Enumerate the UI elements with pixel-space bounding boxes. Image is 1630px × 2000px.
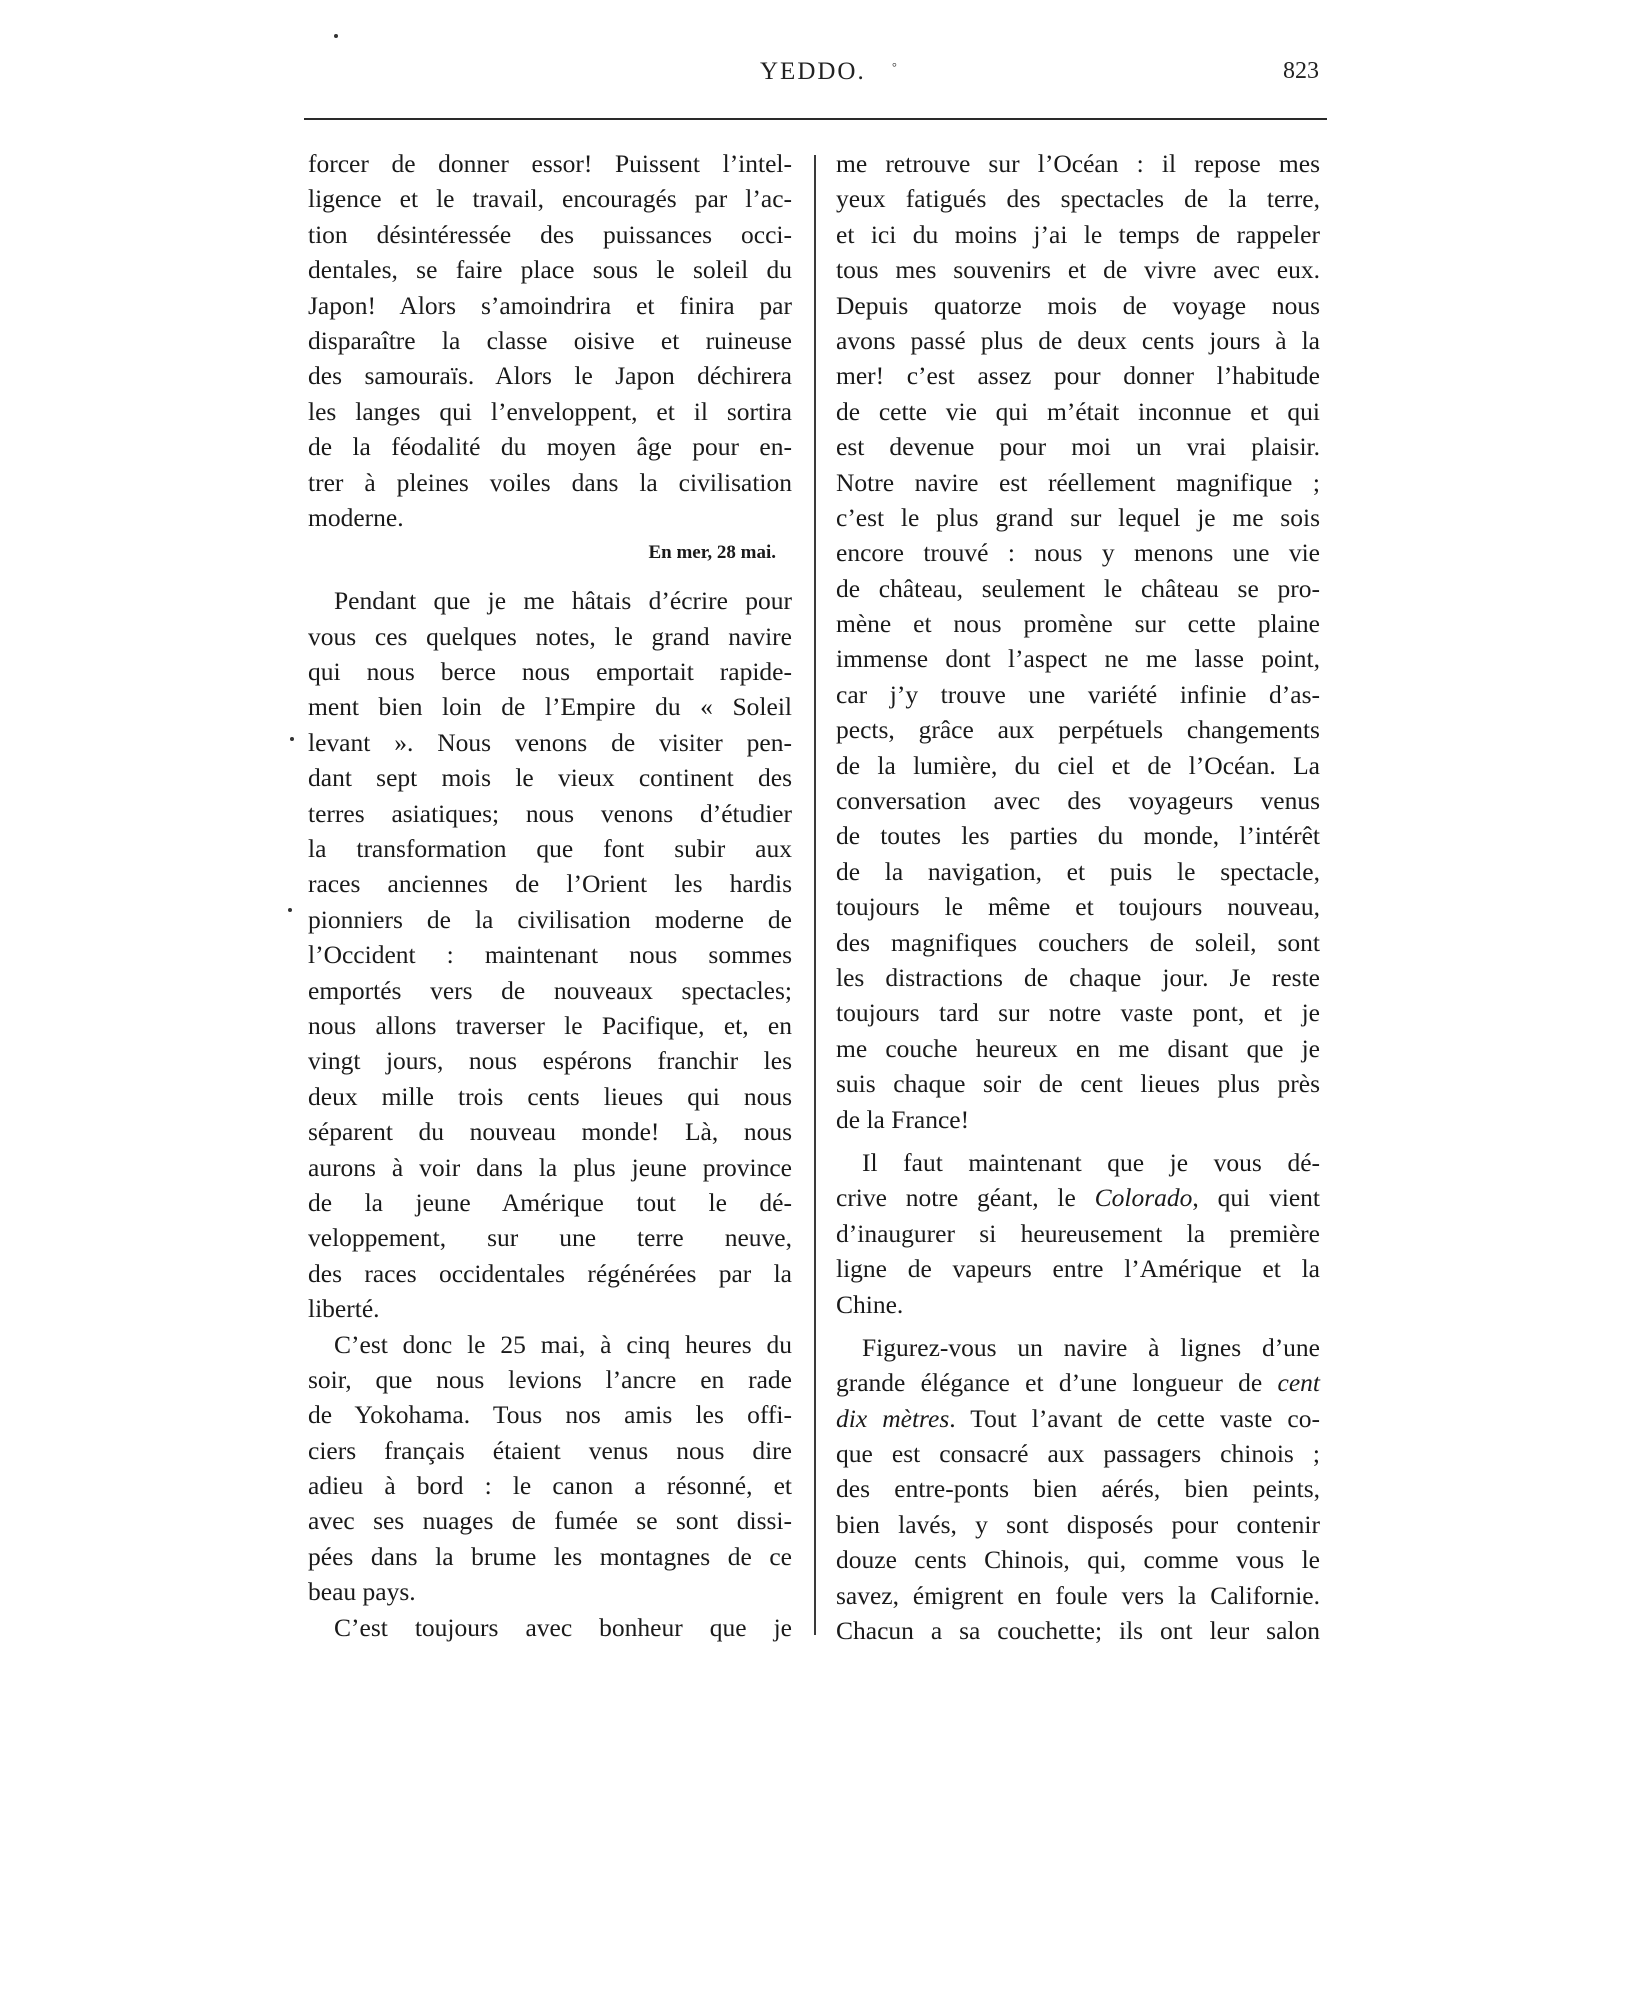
text-line: liberté. — [308, 1294, 380, 1324]
text-line: ligence et le travail, encouragés par l’ac- — [308, 184, 792, 214]
header-ornament: ° — [892, 60, 897, 74]
text-line: me couche heureux en me disant que je — [836, 1033, 1320, 1063]
text-line: Figurez-vous un navire à lignes d’une — [862, 1332, 1320, 1362]
text-line: Chacun a sa couchette; ils ont leur salon — [836, 1616, 1320, 1646]
text-line: terres asiatiques; nous venons d’étudier — [308, 798, 792, 828]
text-line: d’inaugurer si heureusement la première — [836, 1218, 1320, 1248]
text-line: vingt jours, nous espérons franchir les — [308, 1046, 792, 1076]
right-column — [836, 146, 1320, 1648]
text-line: C’est donc le 25 mai, à cinq heures du — [334, 1329, 792, 1359]
text-line: des entre-ponts bien aérés, bien peints, — [836, 1474, 1320, 1504]
text-line: de Yokohama. Tous nos amis les offi- — [308, 1400, 792, 1430]
text-line: des magnifiques couchers de soleil, sont — [836, 927, 1320, 957]
italic-run: dix mètres — [836, 1403, 950, 1433]
text-line: trer à pleines voiles dans la civilisation — [308, 467, 792, 497]
text-line: est devenue pour moi un vrai plaisir. — [836, 432, 1320, 462]
text-line — [836, 1365, 1320, 1400]
text-run: . Tout l’avant de cette vaste co- — [949, 1403, 1320, 1433]
text-line: les distractions de chaque jour. Je reste — [836, 962, 1320, 992]
text-line: séparent du nouveau monde! Là, nous — [308, 1117, 792, 1147]
text-line: immense dont l’aspect ne me lasse point, — [836, 644, 1320, 674]
text-line: Il faut maintenant que je vous dé- — [862, 1147, 1320, 1177]
scan-speck — [288, 908, 292, 912]
text-line: avons passé plus de deux cents jours à la — [836, 325, 1320, 355]
italic-run: cent — [1277, 1368, 1320, 1398]
text-line: emportés vers de nouveaux spectacles; — [308, 975, 792, 1005]
text-line: car j’y trouve une variété infinie d’as- — [836, 679, 1320, 709]
text-line: pées dans la brume les montagnes de ce — [308, 1541, 792, 1571]
text-line: Chine. — [836, 1289, 904, 1319]
text-line: ment bien loin de l’Empire du « Soleil — [308, 692, 792, 722]
running-title: YEDDO. — [760, 58, 866, 85]
text-line: l’Occident : maintenant nous sommes — [308, 940, 792, 970]
text-line: de toutes les parties du monde, l’intérêt — [836, 821, 1320, 851]
text-line: conversation avec des voyageurs venus — [836, 786, 1320, 816]
text-line: les langes qui l’enveloppent, et il sortira — [308, 396, 792, 426]
scan-speck — [334, 34, 338, 38]
text-line: que est consacré aux passagers chinois ; — [836, 1439, 1320, 1469]
text-line: veloppement, sur une terre neuve, — [308, 1223, 792, 1253]
text-line: yeux fatigués des spectacles de la terre, — [836, 184, 1320, 214]
text-line: disparaître la classe oisive et ruineuse — [308, 325, 792, 355]
text-line: Depuis quatorze mois de voyage nous — [836, 290, 1320, 320]
text-line: aurons à voir dans la plus jeune province — [308, 1152, 792, 1182]
dateline: En mer, 28 mai. — [648, 542, 776, 564]
text-line: tion désintéressée des puissances occi- — [308, 219, 792, 249]
text-line — [836, 1180, 1320, 1215]
text-run: grande élégance et d’une longueur de — [836, 1368, 1278, 1398]
text-line: c’est le plus grand sur lequel je me sois — [836, 502, 1320, 532]
text-line: dentales, se faire place sous le soleil du — [308, 255, 792, 285]
left-column — [308, 146, 792, 1645]
text-line: ciers français étaient venus nous dire — [308, 1435, 792, 1465]
text-line: ligne de vapeurs entre l’Amérique et la — [836, 1254, 1320, 1284]
text-line: mer! c’est assez pour donner l’habitude — [836, 361, 1320, 391]
text-line: de la navigation, et puis le spectacle, — [836, 856, 1320, 886]
text-line: des races occidentales régénérées par la — [308, 1258, 792, 1288]
text-line: me retrouve sur l’Océan : il repose mes — [836, 149, 1320, 178]
text-line: tous mes souvenirs et de vivre avec eux. — [836, 255, 1320, 285]
text-line: pionniers de la civilisation moderne de — [308, 904, 792, 934]
text-line: moderne. — [308, 502, 404, 532]
text-line: encore trouvé : nous y menons une vie — [836, 538, 1320, 568]
text-line: toujours tard sur notre vaste pont, et je — [836, 998, 1320, 1028]
text-line: de cette vie qui m’était inconnue et qui — [836, 396, 1320, 426]
text-line: savez, émigrent en foule vers la Californie. — [836, 1580, 1320, 1610]
text-line: Pendant que je me hâtais d’écrire pour — [334, 586, 792, 616]
header-rule — [304, 118, 1327, 120]
text-line: forcer de donner essor! Puissent l’intel- — [308, 149, 792, 178]
text-line: et ici du moins j’ai le temps de rappeler — [836, 219, 1320, 249]
text-line: de la jeune Amérique tout le dé- — [308, 1187, 792, 1217]
text-run: , qui vient — [1192, 1183, 1321, 1213]
text-line: vous ces quelques notes, le grand navire — [308, 621, 792, 651]
text-line: mène et nous promène sur cette plaine — [836, 609, 1320, 639]
text-line: qui nous berce nous emportait rapide- — [308, 657, 792, 687]
text-run: crive notre géant, le — [836, 1183, 1095, 1213]
text-line: soir, que nous levions l’ancre en rade — [308, 1364, 792, 1394]
text-line: douze cents Chinois, qui, comme vous le — [836, 1545, 1320, 1575]
text-line: avec ses nuages de fumée se sont dissi- — [308, 1506, 792, 1536]
text-line: des samouraïs. Alors le Japon déchirera — [308, 361, 792, 391]
text-line: de la féodalité du moyen âge pour en- — [308, 432, 792, 462]
text-line: de la lumière, du ciel et de l’Océan. La — [836, 750, 1320, 780]
column-divider — [814, 155, 816, 1635]
text-line: de château, seulement le château se pro- — [836, 573, 1320, 603]
scan-speck — [290, 737, 294, 741]
text-line: deux mille trois cents lieues qui nous — [308, 1081, 792, 1111]
text-line: C’est toujours avec bonheur que je — [334, 1612, 792, 1642]
text-line: races anciennes de l’Orient les hardis — [308, 869, 792, 899]
text-line: dant sept mois le vieux continent des — [308, 763, 792, 793]
text-line: beau pays. — [308, 1577, 416, 1607]
text-line: bien lavés, y sont disposés pour contenir — [836, 1509, 1320, 1539]
text-line: Notre navire est réellement magnifique ; — [836, 467, 1320, 497]
text-line: Japon! Alors s’amoindrira et finira par — [308, 290, 792, 320]
text-line: la transformation que font subir aux — [308, 834, 792, 864]
text-line: de la France! — [836, 1104, 970, 1134]
text-line: levant ». Nous venons de visiter pen- — [308, 727, 792, 757]
text-line: adieu à bord : le canon a résonné, et — [308, 1471, 792, 1501]
text-line: pects, grâce aux perpétuels changements — [836, 715, 1320, 745]
page-number: 823 — [1283, 58, 1319, 84]
text-line: nous allons traverser le Pacifique, et, en — [308, 1010, 792, 1040]
text-line: suis chaque soir de cent lieues plus près — [836, 1069, 1320, 1099]
text-line — [836, 1401, 1320, 1436]
ship-name: Colorado — [1094, 1183, 1193, 1213]
text-line: toujours le même et toujours nouveau, — [836, 892, 1320, 922]
